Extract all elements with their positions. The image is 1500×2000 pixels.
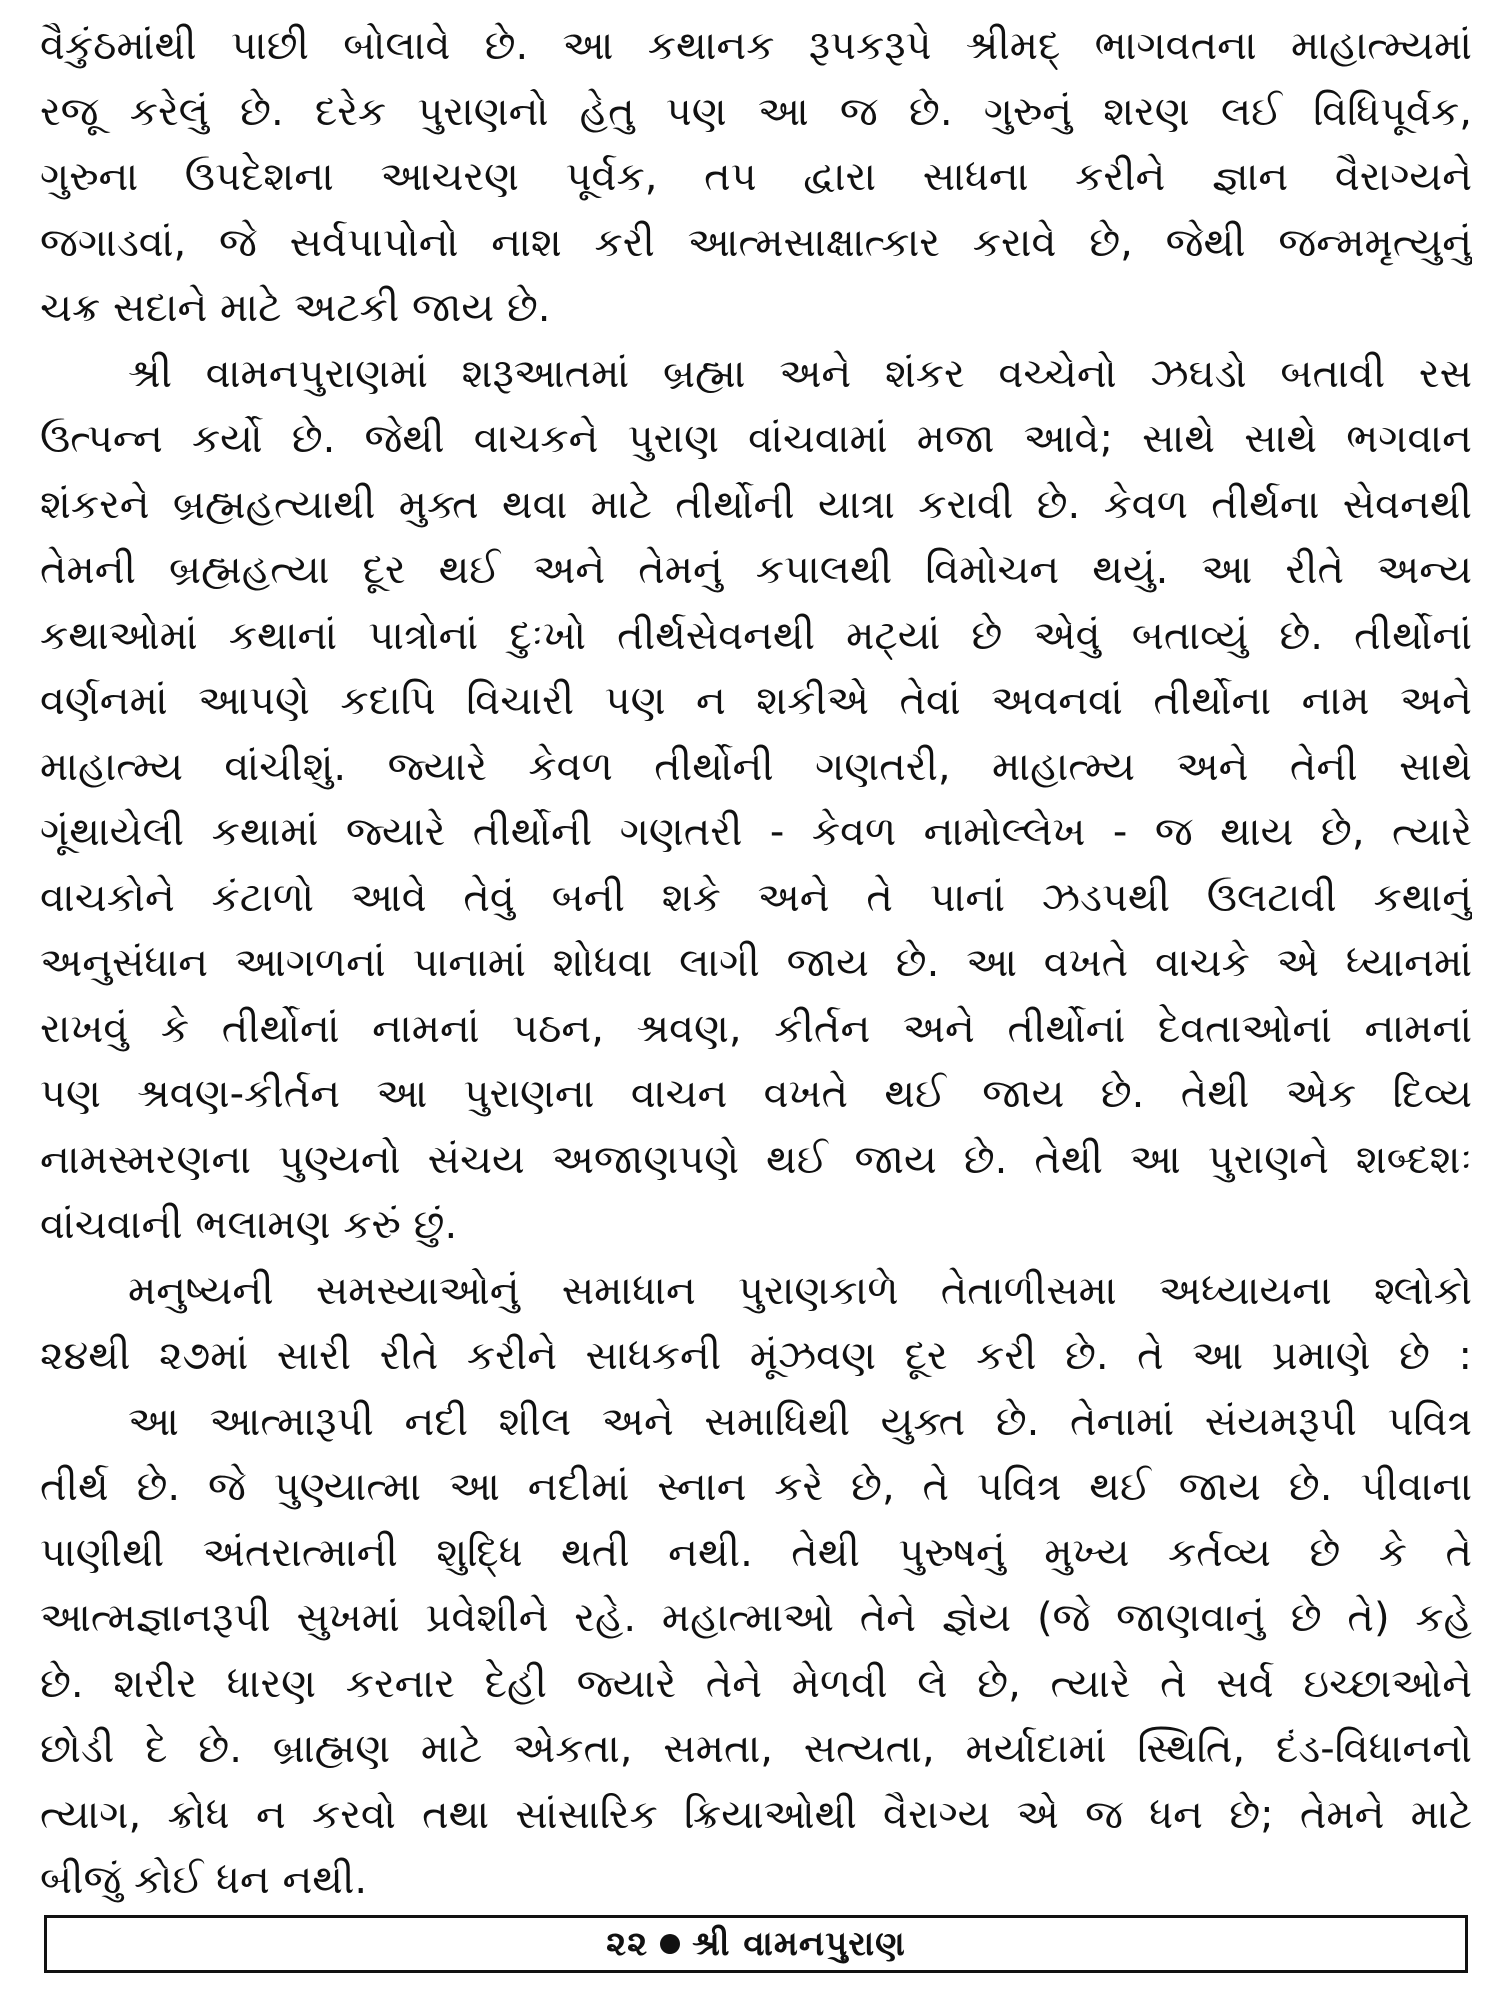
text-line: છોડી દે છે. બ્રાહ્મણ માટે એકતા, સમતા, સત્યતા, મર્યાદામાં સ્થિતિ, દંડ-વિધાનનો	[40, 1726, 1472, 1772]
body-text	[40, 14, 1472, 1914]
page-number: ૨૨	[606, 1924, 649, 1964]
text-line: ગૂંથાયેલી કથામાં જ્યારે તીર્થોની ગણતરી - કેવળ નામોલ્લેખ - જ થાય છે, ત્યારે	[40, 809, 1472, 855]
text-line: ૨૪થી ૨૭માં સારી રીતે કરીને સાધકની મૂંઝવણ દૂર કરી છે. તે આ પ્રમાણે છે :	[40, 1333, 1472, 1379]
text-line: જગાડવાં, જે સર્વપાપોનો નાશ કરી આત્મસાક્ષાત્કાર કરાવે છે, જેથી જન્મમૃત્યુનું	[40, 219, 1472, 266]
text-line: નામસ્મરણના પુણ્યનો સંચય અજાણપણે થઈ જાય છે. તેથી આ પુરાણને શબ્દશઃ	[40, 1136, 1472, 1183]
book-title: શ્રી વામનપુરાણ	[692, 1924, 906, 1964]
text-line: તીર્થ છે. જે પુણ્યાત્મા આ નદીમાં સ્નાન કરે છે, તે પવિત્ર થઈ જાય છે. પીવાના	[40, 1464, 1472, 1510]
paragraph-start-line: આ આત્મારૂપી નદી શીલ અને સમાધિથી યુક્ત છે. તેનામાં સંયમરૂપી પવિત્ર	[128, 1398, 1472, 1445]
text-line: ગુરુના ઉપદેશના આચરણ પૂર્વક, તપ દ્વારા સાધના કરીને જ્ઞાન વૈરાગ્યને	[40, 154, 1472, 200]
text-line: છે. શરીર ધારણ કરનાર દેહી જ્યારે તેને મેળવી લે છે, ત્યારે તે સર્વ ઇચ્છાઓને	[40, 1660, 1472, 1707]
text-line: તેમની બ્રહ્મહત્યા દૂર થઈ અને તેમનું કપાલથી વિમોચન થયું. આ રીતે અન્ય	[40, 547, 1472, 593]
text-line: વર્ણનમાં આપણે કદાપિ વિચારી પણ ન શકીએ તેવાં અવનવાં તીર્થોના નામ અને	[40, 678, 1472, 724]
page-body	[40, 14, 1472, 1914]
text-line: માહાત્મ્ય વાંચીશું. જ્યારે કેવળ તીર્થોની ગણતરી, માહાત્મ્ય અને તેની સાથે	[40, 743, 1472, 790]
text-line: વાંચવાની ભલામણ કરું છું.	[40, 1202, 458, 1248]
page-footer	[44, 1915, 1468, 1973]
text-line: બીજું કોઈ ધન નથી.	[40, 1857, 368, 1903]
text-line: અનુસંધાન આગળનાં પાનામાં શોધવા લાગી જાય છે. આ વખતે વાચકે એ ધ્યાનમાં	[40, 940, 1472, 986]
text-line: ઉત્પન્ન કર્યો છે. જેથી વાચકને પુરાણ વાંચવામાં મજા આવે; સાથે સાથે ભગવાન	[40, 416, 1472, 462]
bullet-icon	[660, 1934, 680, 1954]
text-line: શંકરને બ્રહ્મહત્યાથી મુક્ત થવા માટે તીર્થોની યાત્રા કરાવી છે. કેવળ તીર્થના સેવનથી	[40, 481, 1472, 528]
text-line: વાચકોને કંટાળો આવે તેવું બની શકે અને તે પાનાં ઝડપથી ઉલટાવી કથાનું	[40, 874, 1472, 921]
text-line: આત્મજ્ઞાનરૂપી સુખમાં પ્રવેશીને રહે. મહાત્માઓ તેને જ્ઞેય (જે જાણવાનું છે તે) કહે	[40, 1595, 1472, 1641]
text-line: કથાઓમાં કથાનાં પાત્રોનાં દુઃખો તીર્થસેવનથી મટ્યાં છે એવું બતાવ્યું છે. તીર્થોનાં	[40, 612, 1472, 659]
text-line: વૈકુંઠમાંથી પાછી બોલાવે છે. આ કથાનક રૂપકરૂપે શ્રીમદ્ ભાગવતના માહાત્મ્યમાં	[40, 23, 1472, 69]
text-line: પણ શ્રવણ-કીર્તન આ પુરાણના વાચન વખતે થઈ જાય છે. તેથી એક દિવ્ય	[40, 1071, 1472, 1117]
text-line: રાખવું કે તીર્થોનાં નામનાં પઠન, શ્રવણ, કીર્તન અને તીર્થોનાં દેવતાઓનાં નામનાં	[40, 1005, 1472, 1052]
footer-text	[606, 1924, 906, 1964]
paragraph-start-line: મનુષ્યની સમસ્યાઓનું સમાધાન પુરાણકાળે તેતાળીસમા અધ્યાયના શ્લોકો	[128, 1267, 1472, 1314]
text-line: ત્યાગ, ક્રોધ ન કરવો તથા સાંસારિક ક્રિયાઓથી વૈરાગ્ય એ જ ધન છે; તેમને માટે	[40, 1791, 1472, 1838]
paragraph-start-line: શ્રી વામનપુરાણમાં શરૂઆતમાં બ્રહ્મા અને શંકર વચ્ચેનો ઝઘડો બતાવી રસ	[128, 350, 1472, 397]
text-line: ચક્ર સદાને માટે અટકી જાય છે.	[40, 285, 551, 331]
text-line: પાણીથી અંતરાત્માની શુદ્ધિ થતી નથી. તેથી પુરુષનું મુખ્ય કર્તવ્ય છે કે તે	[40, 1529, 1472, 1576]
text-line: રજૂ કરેલું છે. દરેક પુરાણનો હેતુ પણ આ જ છે. ગુરુનું શરણ લઈ વિધિપૂર્વક,	[40, 88, 1472, 135]
